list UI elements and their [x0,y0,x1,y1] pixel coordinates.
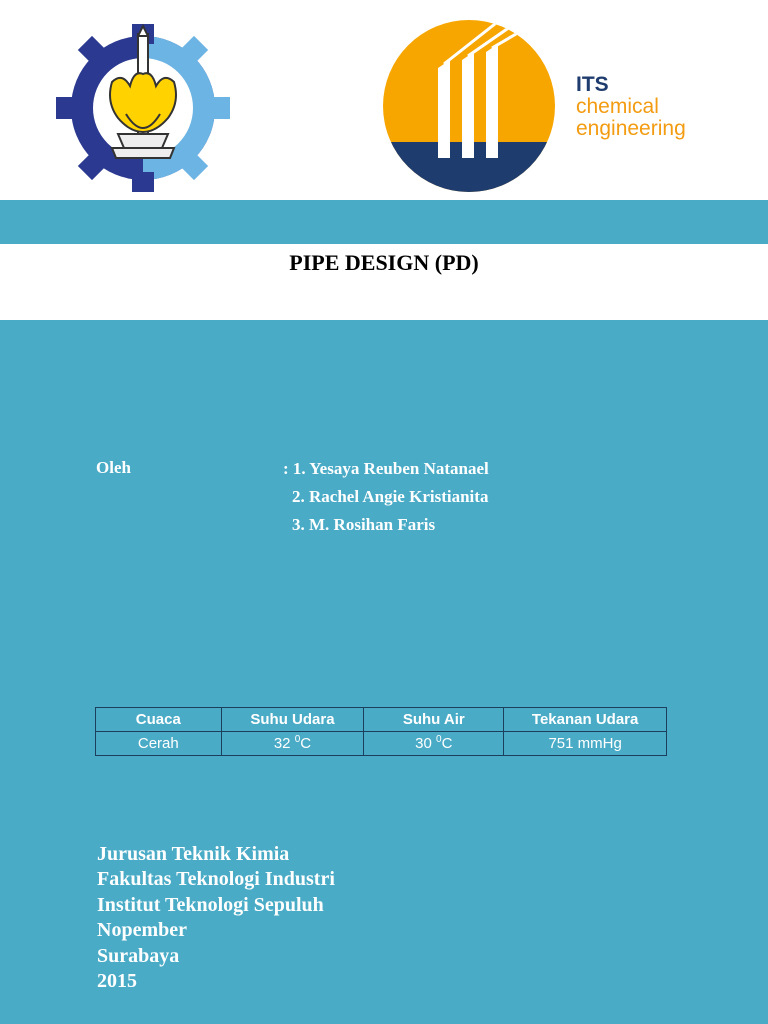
cell-tekanan: 751 mmHg [504,732,667,756]
header [0,0,768,200]
logo-engineering-text: engineering [576,117,686,140]
cell-cuaca: Cerah [96,732,222,756]
suhu-air-unit: C [441,735,453,752]
table-row [96,732,667,756]
author-list [283,458,489,542]
institution-line: Surabaya [97,944,180,967]
table-header-row [96,708,667,732]
author-label: Oleh [96,458,131,477]
weather-table [95,707,667,756]
top-band [0,200,768,244]
logo-chemical-text: chemical [576,95,659,118]
cell-suhu-udara [221,732,364,756]
institution-line: 2015 [97,970,137,993]
institution-line: Jurusan Teknik Kimia [97,843,290,865]
page-title: PIPE DESIGN (PD) [289,250,479,275]
institution-block [97,842,335,994]
institution-line: Nopember [97,919,187,942]
institution-line: Institut Teknologi Sepuluh [97,893,324,916]
suhu-air-degree: 0 [436,734,442,745]
author-item: : 1. Yesaya Reuben Natanael [283,459,489,478]
institution-line: Fakultas Teknologi Industri [97,868,335,891]
chem-eng-logo [380,20,558,192]
header-suhu-air: Suhu Air [364,708,504,732]
its-emblem-logo [52,22,234,194]
suhu-udara-degree: 0 [294,734,301,745]
suhu-air-value: 30 [415,735,432,752]
logo-its-text: ITS [576,73,609,96]
header-cuaca: Cuaca [96,708,222,732]
author-item: 2. Rachel Angie Kristianita [292,487,489,506]
suhu-udara-value: 32 [273,735,291,752]
chem-eng-wordmark [576,74,686,140]
header-suhu-udara: Suhu Udara [221,708,364,732]
cell-suhu-air [364,732,504,756]
header-tekanan-udara: Tekanan Udara [504,708,667,732]
author-item: 3. M. Rosihan Faris [292,515,436,534]
suhu-udara-unit: C [300,735,312,752]
